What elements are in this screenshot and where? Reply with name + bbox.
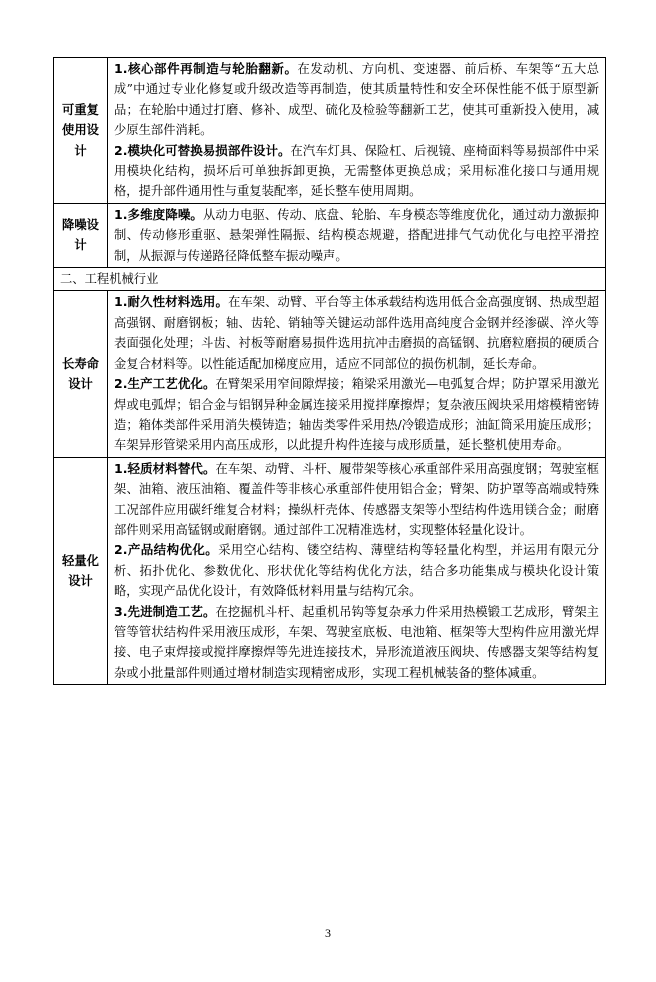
list-item [114,374,599,456]
row-label-longevity: 长寿命设计 [54,291,108,457]
list-item [114,292,599,374]
row-label-lightweight: 轻量化设计 [54,457,108,684]
list-item [114,602,599,684]
table-row [54,58,606,204]
table-row [54,203,606,267]
section-heading: 二、工程机械行业 [54,268,606,291]
row-label-noise: 降噪设计 [54,203,108,267]
item-text: 在车架、动臂、平台等主体承载结构选用低合金高强度钢、热成型超高强钢、耐磨钢板；轴、齿轮、销轴等关键运动部件选用高纯度合金钢并经渗碳、淬火等表面强化处理；斗齿、衬板等耐磨易损件选用抗冲击磨损的高锰钢、抗磨粒磨损的硬质合金复合材料等。以性能适配加梯度应用，适应不同部位的损伤机制，延长寿命。 [114,295,599,371]
item-text: 在发动机、方向机、变速器、前后桥、车架等“五大总成”中通过专业化修复或升级改造等再制造，使其质量特性和安全环保性能不低于原型新品；在轮胎中通过打磨、修补、成型、硫化及检验等翻新工艺，使其可重新投入使用，减少原生部件消耗。 [114,62,599,138]
item-text: 在汽车灯具、保险杠、后视镜、座椅面料等易损部件中采用模块化结构，损坏后可单独拆卸更换，无需整体更换总成；采用标准化接口与通用规格，提升部件通用性与重复装配率，延长整车使用周期。 [114,143,599,199]
list-item [114,205,599,266]
item-lead: 2.生产工艺优化。 [114,376,216,392]
content-table [53,57,606,685]
item-text: 在臂架采用窄间隙焊接；箱梁采用激光—电弧复合焊；防护罩采用激光焊或电弧焊；铝合金与铝钢异种金属连接采用搅拌摩擦焊；复杂液压阀块采用熔模精密铸造；箱体类部件采用消失模铸造；轴齿类零件采用热/冷锻造成形；油缸筒采用旋压成形；车架异形管梁采用内高压成形，以此提升构件连接与成形质量，延长整机使用寿命。 [114,377,599,453]
item-text: 采用空心结构、镂空结构、薄壁结构等轻量化构型，并运用有限元分析、拓扑优化、参数优化、形状优化等结构优化方法，结合多功能集成与模块化设计策略，实现产品优化设计，有效降低材料用量与结构冗余。 [114,543,599,599]
item-text: 在车架、动臂、斗杆、履带架等核心承重部件采用高强度钢；驾驶室框架、油箱、液压油箱、覆盖件等非核心承重部件使用铝合金；臂架、防护罩等高端或特殊工况部件应用碳纤维复合材料；操纵杆壳体、传感器支架等小型结构件选用镁合金；耐磨部件则采用高锰钢或耐磨钢。通过部件工况精准选材，实现整体轻量化设计。 [114,461,599,537]
item-lead: 2.模块化可替换易损部件设计。 [114,142,291,158]
section-row [54,268,606,291]
row-content-lightweight [108,457,606,684]
item-text: 从动力电驱、传动、底盘、轮胎、车身模态等维度优化，通过动力激振抑制、传动修形重驱、悬架弹性隔振、结构模态规避，搭配进排气气动优化与电控平滑控制，从振源与传递路径降低整车振动噪声。 [114,207,599,263]
item-lead: 1.核心部件再制造与轮胎翻新。 [114,61,298,76]
list-item [114,141,599,202]
row-content-longevity [108,291,606,457]
page-number: 3 [325,926,331,940]
row-content-noise [108,203,606,267]
item-lead: 1.多维度降噪。 [114,206,204,222]
table-row [54,457,606,684]
item-lead: 2.产品结构优化。 [114,542,219,558]
list-item [114,459,599,541]
item-lead: 3.先进制造工艺。 [114,603,216,619]
list-item [114,540,599,601]
item-text: 在挖掘机斗杆、起重机吊钩等复杂承力件采用热模锻工艺成形，臂架主管等管状结构件采用液压成形，车架、驾驶室底板、电池箱、框架等大型构件应用激光焊接、电子束焊接或搅拌摩擦焊等先进连接技术，异形流道液压阀块、传感器支架等结构复杂或小批量部件则通过增材制造实现精密成形，实现工程机械装备的整体减重。 [114,604,599,680]
row-content-reusable [108,58,606,204]
list-item [114,59,599,141]
item-lead: 1.轻质材料替代。 [114,460,216,476]
row-label-reusable: 可重复使用设计 [54,58,108,204]
table-row [54,291,606,457]
item-lead: 1.耐久性材料选用。 [114,294,229,310]
